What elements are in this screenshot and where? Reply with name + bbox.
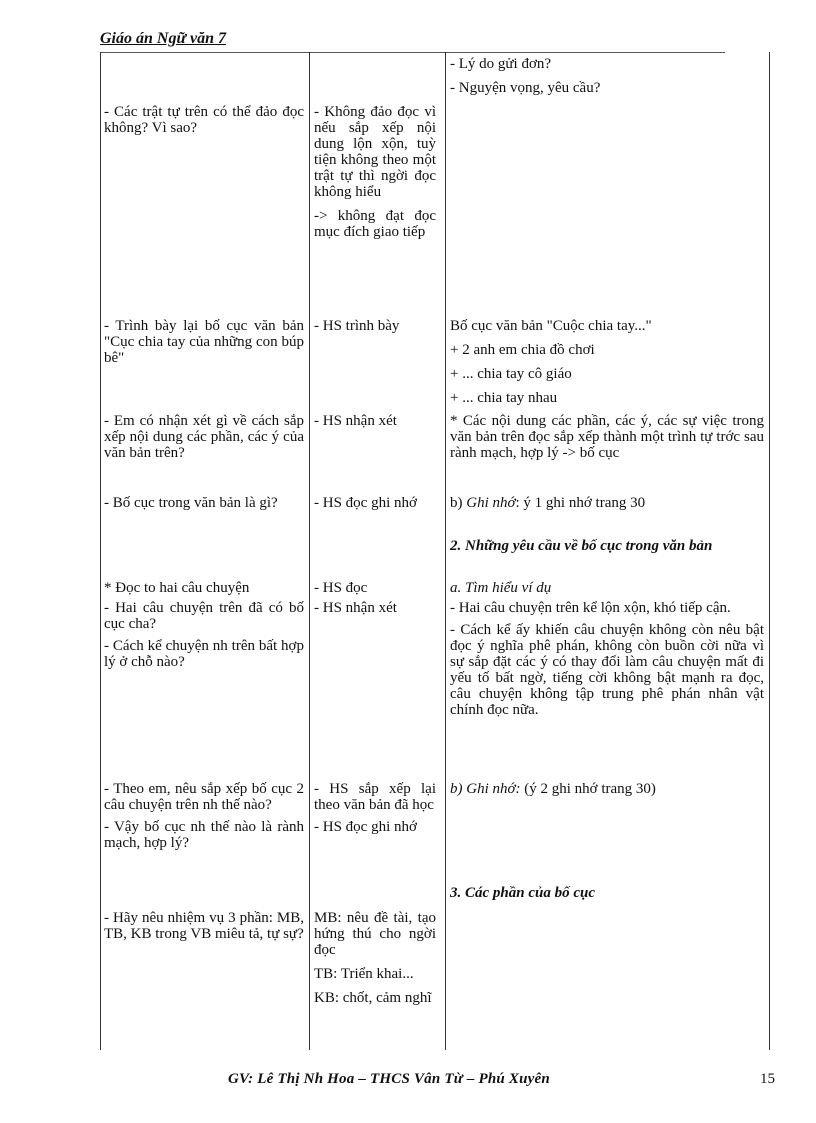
row2-col1: [104, 104, 304, 144]
answer: MB: nêu đề tài, tạo hứng thú cho ngời đọc: [314, 910, 436, 958]
question: - Hai câu chuyện trên đã có bố cục cha?: [104, 600, 304, 632]
text-line: + ... chia tay cô giáo: [450, 366, 572, 382]
text-line: - Lý do gửi đơn?: [450, 56, 552, 72]
row5-col3: [450, 495, 764, 519]
answer: - Không đảo đọc vì nếu sắp xếp nội dung lộn xộn, tuỳ tiện không theo một trật tự thì ngời đọc không hiểu: [314, 104, 436, 200]
header-rule: [100, 52, 725, 53]
text-line: Bố cục văn bản "Cuộc chia tay...": [450, 318, 652, 334]
subheading: a. Tìm hiểu ví dụ: [450, 580, 552, 596]
row3-col2: [314, 318, 436, 342]
answer: KB: chốt, cảm nghĩ: [314, 990, 432, 1006]
row6-col1: [104, 580, 304, 678]
text-line: [450, 781, 764, 797]
table-border-right: [769, 52, 770, 1050]
section-heading-2: 2. Những yêu cầu về bố cục trong văn bản: [450, 538, 713, 554]
question: - Vậy bố cục nh thế nào là rành mạch, hợp lý?: [104, 819, 304, 851]
question: - Trình bày lại bố cục văn bản "Cục chia tay của những con búp bê": [104, 318, 304, 366]
footer-author: GV: Lê Thị Nh Hoa – THCS Vân Từ – Phú Xuyên: [228, 1071, 550, 1087]
row7-col2: [314, 781, 436, 843]
answer: - HS sắp xếp lại theo văn bản đã học: [314, 781, 436, 813]
row5-col2: [314, 495, 436, 519]
text-span: : ý 1 ghi nhớ trang 30: [515, 495, 646, 511]
answer: - HS đọc ghi nhớ: [314, 495, 417, 511]
ghi-nho-label: Ghi nhớ: [466, 495, 516, 511]
question: * Đọc to hai câu chuyện: [104, 580, 250, 596]
table-border-left: [100, 52, 101, 1050]
question: - Em có nhận xét gì về cách sắp xếp nội dung các phần, các ý của văn bản trên?: [104, 413, 304, 461]
text-line: - Nguyện vọng, yêu cầu?: [450, 80, 601, 96]
page-number: 15: [760, 1071, 775, 1087]
text-span: (ý 2 ghi nhớ trang 30): [520, 781, 656, 797]
row3-col1: [104, 318, 304, 374]
row4-col2: [314, 413, 436, 437]
answer: - HS trình bày: [314, 318, 400, 334]
row6-col2: [314, 580, 436, 624]
row6-col3: [450, 580, 764, 726]
ghi-nho-label: b) Ghi nhớ:: [450, 781, 521, 797]
text-line: - Hai câu chuyện trên kể lộn xộn, khó tiếp cận.: [450, 600, 731, 616]
question: - Các trật tự trên có thể đảo đọc không? Vì sao?: [104, 104, 304, 136]
text-line: + ... chia tay nhau: [450, 390, 558, 406]
answer: - HS đọc: [314, 580, 368, 596]
question: - Theo em, nêu sắp xếp bố cục 2 câu chuyện trên nh thế nào?: [104, 781, 304, 813]
label: b): [450, 495, 467, 511]
table-divider-2: [445, 52, 446, 1050]
row8-col1: [104, 910, 304, 950]
text-line: + 2 anh em chia đồ chơi: [450, 342, 595, 358]
answer: TB: Triển khai...: [314, 966, 414, 982]
row8-col2: [314, 910, 436, 1014]
text-line: * Các nội dung các phần, các ý, các sự việc trong văn bản trên đọc sắp xếp thành một trình tự trớc sau rành mạch, hợp lý -> bố cục: [450, 413, 764, 461]
answer: -> không đạt đọc mục đích giao tiếp: [314, 208, 436, 240]
row1-col3: [450, 56, 764, 104]
question: - Cách kể chuyện nh trên bất hợp lý ở chỗ nào?: [104, 638, 304, 670]
answer: - HS nhận xét: [314, 413, 397, 429]
row4-col1: [104, 413, 304, 469]
answer: - HS đọc ghi nhớ: [314, 819, 417, 835]
row2-col2: [314, 104, 436, 248]
table-divider-1: [309, 52, 310, 1050]
row7-col1: [104, 781, 304, 859]
text-line: [450, 495, 764, 511]
section-heading-3: 3. Các phần của bố cục: [450, 885, 596, 901]
page-header-title: Giáo án Ngữ văn 7: [100, 30, 227, 47]
answer: - HS nhận xét: [314, 600, 397, 616]
row5-col1: [104, 495, 304, 519]
text-line: - Cách kể ấy khiến câu chuyện không còn nêu bật đọc ý nghĩa phê phán, không còn buồn cời nữa vì sự sắp đặt các ý có thay đổi làm câu chuyện mất đi yếu tố bất ngờ, tiếng cời không bật mạnh ra đọc, câu chuyện không tập trung phê phán nhân vật chính đọc nữa.: [450, 622, 764, 718]
question: - Hãy nêu nhiệm vụ 3 phần: MB, TB, KB trong VB miêu tả, tự sự?: [104, 910, 304, 942]
row7-col3: [450, 781, 764, 805]
row3-col3: [450, 318, 764, 414]
question: - Bố cục trong văn bản là gì?: [104, 495, 278, 511]
row4-col3: [450, 413, 764, 469]
